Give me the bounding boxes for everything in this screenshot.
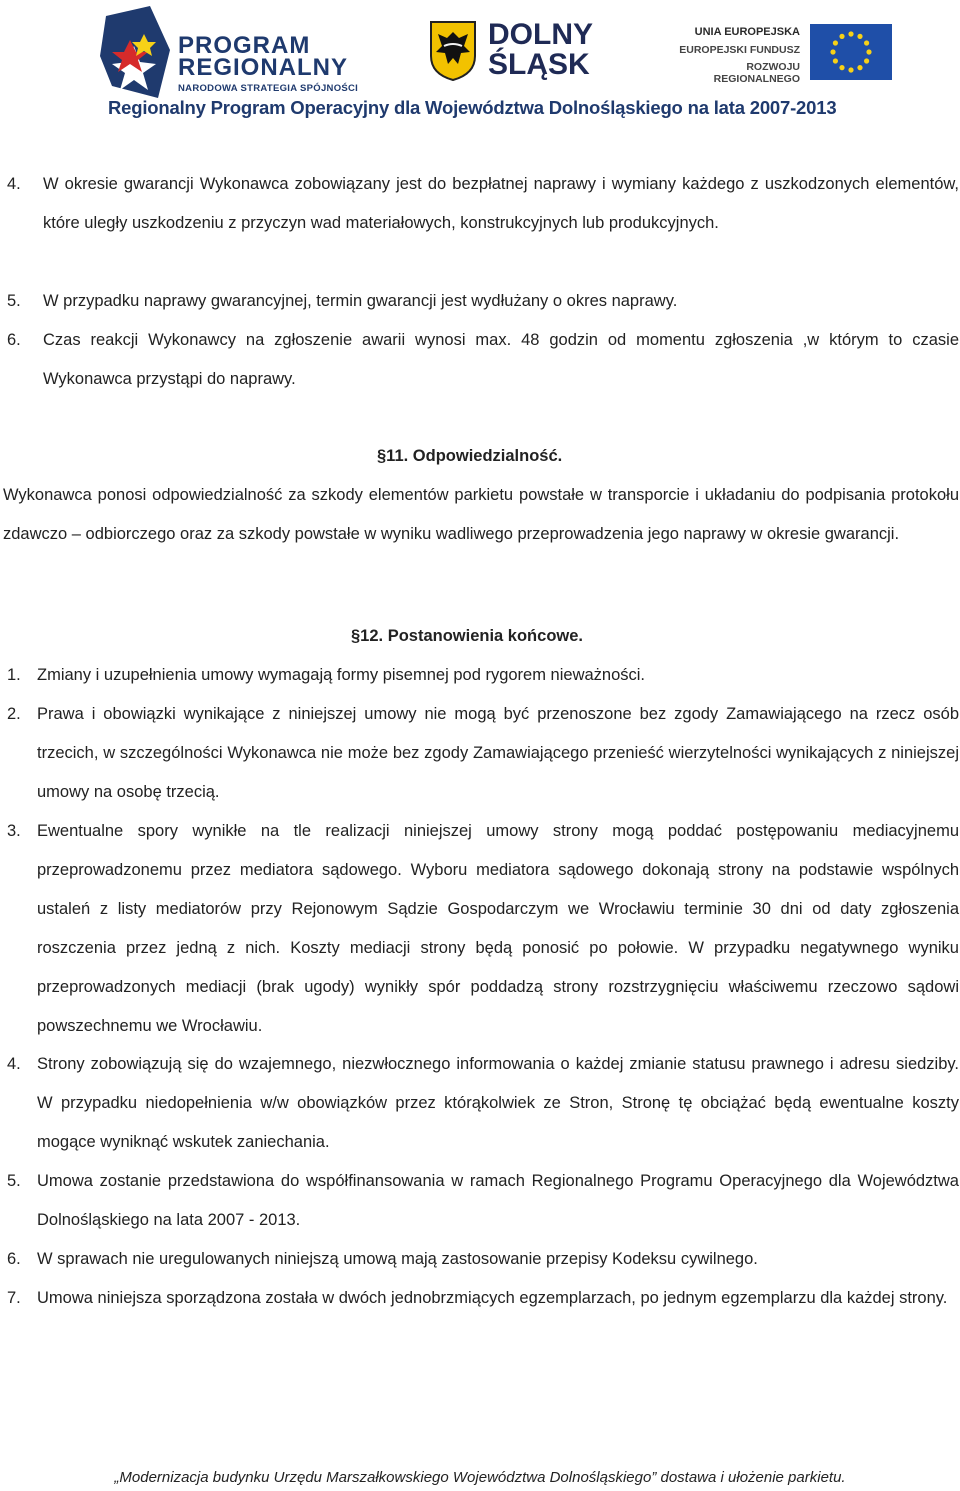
slask-label: ŚLĄSK [488, 48, 590, 81]
item-text: Umowa niniejsza sporządzona została w dwóch jednobrzmiących egzemplarzach, po jednym egzemplarzu dla każdej strony. [37, 1289, 948, 1307]
item-number: 2. [7, 705, 21, 723]
item-text: Ewentualne spory wynikłe na tle realizacji niniejszej umowy strony mogą poddać postępowaniu mediacyjnemu przeprowadzonemu przez mediatora sądowego. Wyboru mediatora sądowego dokonają strony na podstawie wspólnych ustaleń z listy mediatorów przy Rejonowym Sądzie Gospodarczym we Wrocławiu terminie 30 dni od daty zgłoszenia roszczenia przez jedną z nich. Koszty mediacji strony będą ponosić po połowie. W przypadku negatywnego wyniku przeprowadzonych mediacji (brak ugody) wynikły spór poddadzą strony rozstrzygnięciu właściwemu rzeczowo sądowi powszechnemu we Wrocławiu. [37, 822, 959, 1035]
program-label: PROGRAM [178, 32, 311, 59]
item-text: Strony zobowiązują się do wzajemnego, niezwłocznego informowania o każdej zmianie statusu prawnego i adresu siedziby. W przypadku niedopełnienia w/w obowiązków przez którąkolwiek ze Stron, Stronę tę obciążać będą ewentualne koszty mogące wyniknąć wskutek zaniechania. [37, 1055, 959, 1151]
item-text: Czas reakcji Wykonawcy na zgłoszenie awarii wynosi max. 48 godzin od momentu zgłoszenia ,w którym to czasie Wykonawca przystąpi do naprawy. [43, 331, 959, 388]
program-regionalny-star-icon [100, 6, 174, 98]
eagle-shield-icon [428, 20, 478, 82]
item-text: W okresie gwarancji Wykonawca zobowiązany jest do bezpłatnej naprawy i wymiany każdego z uszkodzonych elementów, które uległy uszkodzeniu z przyczyn wad materiałowych, konstrukcyjnych lub produkcyjnych. [43, 175, 959, 232]
item-number: 6. [7, 331, 21, 349]
ue-regional-label: ROZWOJU REGIONALNEGO [713, 61, 800, 85]
regionalny-label: REGIONALNY [178, 54, 349, 81]
item-number: 3. [7, 822, 21, 840]
item-text: Prawa i obowiązki wynikające z niniejszej umowy nie mogą być przenoszone bez zgody Zamawiającego na rzecz osób trzecich, w szczególności Wykonawca nie może bez zgody Zamawiającego przenieść wierzytelności wynikających z niniejszej umowy na osobę trzecią. [37, 705, 959, 801]
program-title: Regionalny Program Operacyjny dla Województwa Dolnośląskiego na lata 2007-2013 [108, 97, 837, 118]
item-text: Umowa zostanie przedstawiona do współfinansowania w ramach Regionalnego Programu Operacyjnego dla Województwa Dolnośląskiego na lata 2007 - 2013. [37, 1172, 959, 1229]
item-number: 4. [7, 1055, 21, 1073]
item-number: 5. [7, 292, 21, 310]
item-text: W przypadku naprawy gwarancyjnej, termin gwarancji jest wydłużany o okres naprawy. [43, 292, 678, 310]
eu-flag-icon [810, 24, 892, 80]
ue-title: UNIA EUROPEJSKA [694, 26, 800, 38]
ue-fund-label: EUROPEJSKI FUNDUSZ [679, 44, 800, 56]
item-number: 1. [7, 666, 21, 684]
item-number: 6. [7, 1250, 21, 1268]
item-number: 4. [7, 175, 21, 193]
section-12-title: §12. Postanowienia końcowe. [351, 627, 583, 645]
item-number: 5. [7, 1172, 21, 1190]
section-11-title: §11. Odpowiedzialność. [377, 447, 563, 465]
dolny-slask-logo [428, 14, 608, 84]
unia-europejska-logo [660, 24, 892, 84]
dolny-label: DOLNY [488, 18, 593, 51]
item-text: Zmiany i uzupełnienia umowy wymagają formy pisemnej pod rygorem nieważności. [37, 666, 646, 684]
program-regionalny-logo [100, 6, 370, 96]
nss-label: NARODOWA STRATEGIA SPÓJNOŚCI [178, 83, 359, 94]
page-footer: „Modernizacja budynku Urzędu Marszałkowskiego Województwa Dolnośląskiego” dostawa i ułożenie parkietu. [114, 1469, 846, 1486]
item-number: 7. [7, 1289, 21, 1307]
page-header [0, 0, 960, 130]
section-11-text: Wykonawca ponosi odpowiedzialność za szkody elementów parkietu powstałe w transporcie i układaniu do podpisania protokołu zdawczo – odbiorczego oraz za szkody powstałe w wyniku wadliwego przeprowadzenia jego naprawy w okresie gwarancji. [3, 486, 959, 543]
item-text: W sprawach nie uregulowanych niniejszą umową mają zastosowanie przepisy Kodeksu cywilnego. [37, 1250, 758, 1268]
